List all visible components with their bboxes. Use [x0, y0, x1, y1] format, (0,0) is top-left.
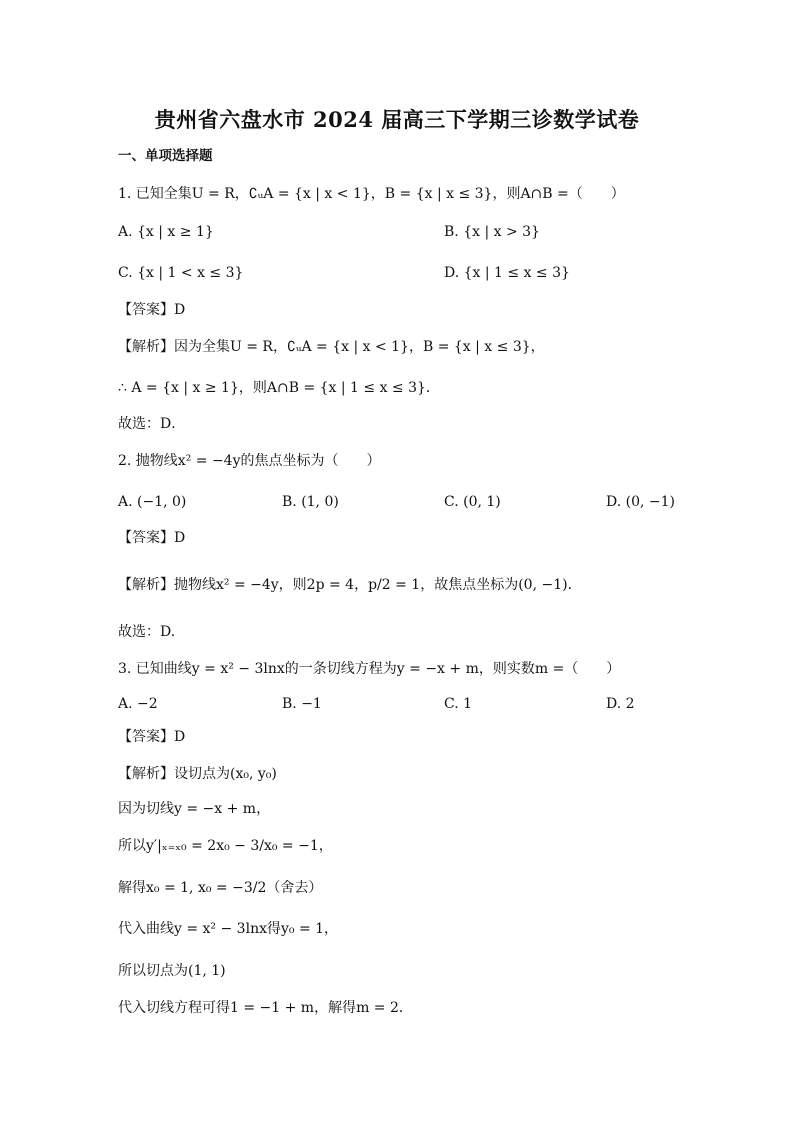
- q3-analysis-line-5: 代入曲线y = x² − 3lnx得y₀ = 1，: [118, 921, 339, 937]
- q3-answer: 【答案】D: [118, 729, 186, 745]
- q3-analysis-line-2: 因为切线y = −x + m，: [118, 801, 271, 817]
- q2-option-b: B. (1, 0): [282, 494, 339, 510]
- q3-analysis-line-6: 所以切点为(1, 1): [118, 963, 226, 979]
- q2-option-a: A. (−1, 0): [118, 494, 187, 510]
- q3-analysis-line-1: 【解析】设切点为(x₀, y₀): [118, 766, 277, 782]
- q2-analysis-line-1: 【解析】抛物线x² = −4y，则2p = 4，p/2 = 1，故焦点坐标为(0, −1)．: [118, 577, 582, 593]
- q3-option-b: B. −1: [282, 696, 322, 712]
- q1-option-d: D. {x | 1 ≤ x ≤ 3}: [444, 265, 570, 281]
- q3-analysis-line-3: 所以y′|ₓ₌ₓ₀ = 2x₀ − 3/x₀ = −1，: [118, 838, 333, 854]
- page-title: 贵州省六盘水市 2024 届高三下学期三诊数学试卷: [154, 107, 640, 132]
- q1-answer: 【答案】D: [118, 302, 186, 318]
- q3-option-c: C. 1: [444, 696, 473, 712]
- q1-option-c: C. {x | 1 < x ≤ 3}: [118, 265, 244, 281]
- q2-answer: 【答案】D: [118, 530, 186, 546]
- q3-analysis-line-4: 解得x₀ = 1, x₀ = −3/2（舍去）: [118, 880, 323, 896]
- q1-analysis-line-3: 故选：D．: [118, 416, 186, 432]
- question-1-stem: 1. 已知全集U = R，∁ᵤA = {x | x < 1}，B = {x | x ≤ 3}，则A∩B =（ ）: [118, 186, 625, 202]
- q2-option-c: C. (0, 1): [444, 494, 501, 510]
- question-2-stem: 2. 抛物线x² = −4y的焦点坐标为（ ）: [118, 453, 381, 469]
- q2-option-d: D. (0, −1): [606, 494, 675, 510]
- question-3-stem: 3. 已知曲线y = x² − 3lnx的一条切线方程为y = −x + m，则实数m =（ ）: [118, 661, 621, 677]
- q1-option-b: B. {x | x > 3}: [444, 224, 540, 240]
- q1-analysis-line-1: 【解析】因为全集U = R，∁ᵤA = {x | x < 1}，B = {x | x ≤ 3}，: [118, 339, 545, 355]
- q3-analysis-line-7: 代入切线方程可得1 = −1 + m，解得m = 2．: [118, 1000, 413, 1016]
- q2-analysis-line-2: 故选：D.: [118, 624, 176, 640]
- section-heading: 一、单项选择题: [118, 148, 213, 164]
- q3-option-a: A. −2: [118, 696, 158, 712]
- q1-option-a: A. {x | x ≥ 1}: [118, 224, 214, 240]
- q1-analysis-line-2: ∴ A = {x | x ≥ 1}，则A∩B = {x | 1 ≤ x ≤ 3}．: [118, 380, 440, 396]
- q3-option-d: D. 2: [606, 696, 635, 712]
